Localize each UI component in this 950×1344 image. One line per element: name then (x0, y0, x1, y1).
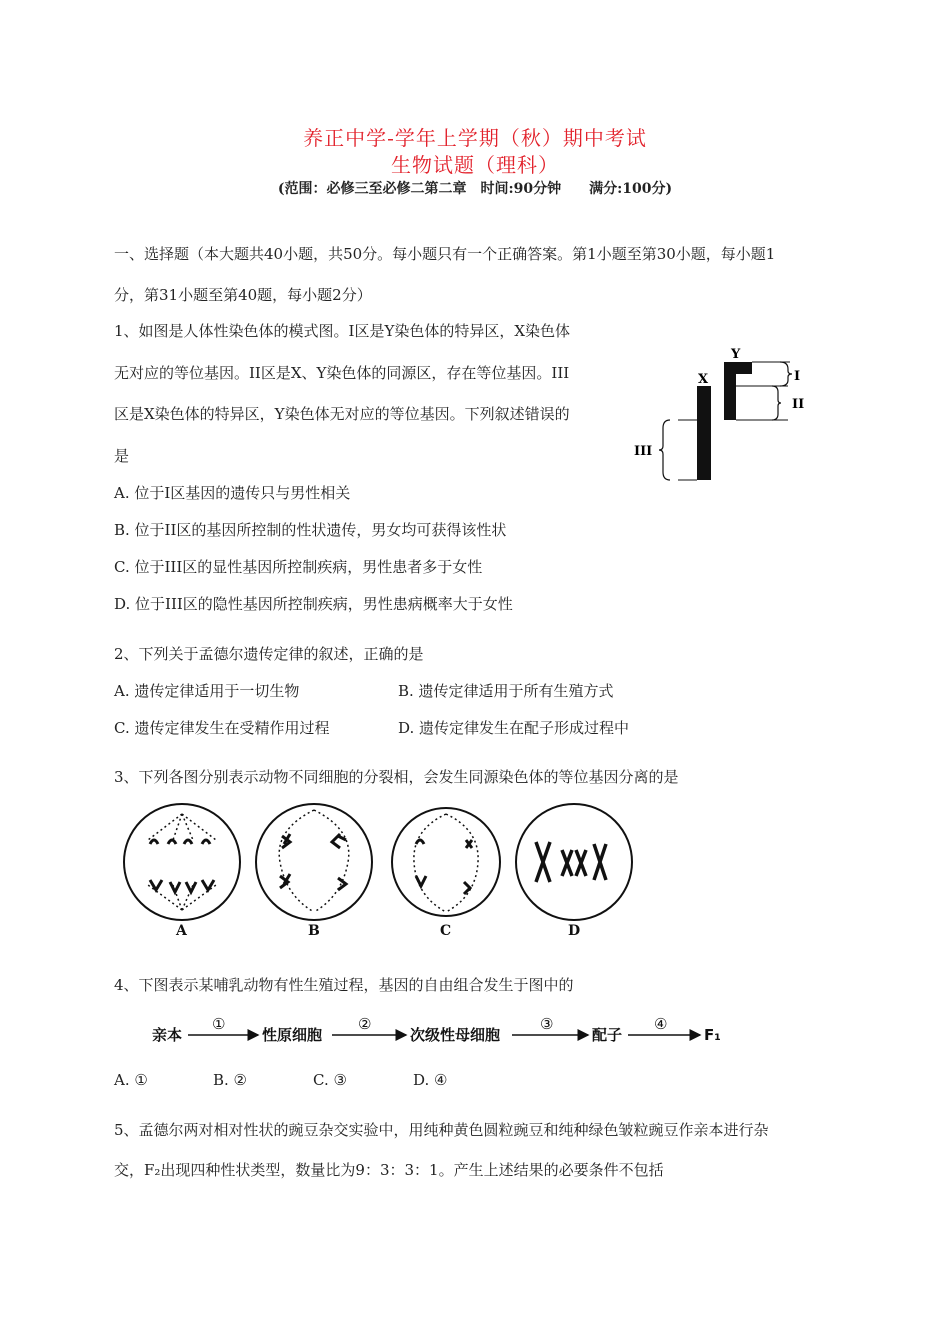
q2-stem: 2、下列关于孟德尔遗传定律的叙述，正确的是 (114, 645, 424, 663)
q4-option-d: D. ④ (413, 1071, 448, 1089)
cell-b-label: B (308, 923, 320, 939)
region-1-label: I (794, 369, 801, 384)
cell-d (516, 804, 632, 920)
q1-option-a: A. 位于I区基因的遗传只与男性相关 (114, 484, 351, 502)
q1-stem-line1: 1、如图是人体性染色体的模式图。I区是Y染色体的特异区，X染色体 (114, 322, 571, 340)
cell-d-label: D (568, 923, 581, 939)
flow-parent: 亲本 (152, 1026, 183, 1044)
flow-step-2: ② (358, 1015, 372, 1033)
q4-option-c: C. ③ (313, 1071, 347, 1089)
cell-c-label: C (440, 923, 452, 939)
region-3-label: III (634, 444, 653, 459)
flow-step-1: ① (212, 1015, 226, 1033)
cell-a (124, 804, 240, 920)
q1-option-b: B. 位于II区的基因所控制的性状遗传，男女均可获得该性状 (114, 521, 507, 539)
flow-secondary-cell: 次级性母细胞 (410, 1026, 501, 1044)
q4-option-b: B. ② (213, 1071, 248, 1089)
flow-germ-cell: 性原细胞 (262, 1026, 323, 1044)
q2-option-d: D. 遗传定律发生在配子形成过程中 (398, 719, 630, 737)
reproduction-flowchart (148, 1012, 738, 1052)
q2-option-b: B. 遗传定律适用于所有生殖方式 (398, 682, 614, 700)
region-2-label: II (792, 397, 805, 412)
q3-stem: 3、下列各图分别表示动物不同细胞的分裂相，会发生同源染色体的等位基因分离的是 (114, 768, 679, 786)
q1-option-c: C. 位于III区的显性基因所控制疾病，男性患者多于女性 (114, 558, 483, 576)
q4-option-a: A. ① (114, 1071, 148, 1089)
x-label: X (698, 372, 709, 387)
flow-gamete: 配子 (592, 1026, 623, 1044)
section-instructions-line1: 一、选择题（本大题共40小题，共50分。每小题只有一个正确答案。第1小题至第30小题，每小题1 (114, 245, 776, 263)
flow-step-4: ④ (654, 1015, 668, 1033)
cell-b (256, 804, 372, 920)
cell-a-label: A (176, 923, 187, 939)
exam-scope: (范围：必修三至必修二第二章 时间:90分钟 满分:100分) (277, 181, 673, 197)
q5-stem-line2: 交，F₂出现四种性状类型，数量比为9：3：3：1。产生上述结果的必要条件不包括 (114, 1161, 664, 1179)
sex-chromosome-diagram (630, 340, 820, 490)
q2-option-c: C. 遗传定律发生在受精作用过程 (114, 719, 330, 737)
q2-option-a: A. 遗传定律适用于一切生物 (114, 682, 300, 700)
q1-stem-line2: 无对应的等位基因。II区是X、Y染色体的同源区，存在等位基因。III (114, 364, 570, 382)
flow-f1: F₁ (704, 1026, 721, 1044)
section-instructions-line2: 分，第31小题至第40题，每小题2分） (114, 286, 372, 304)
exam-title: 养正中学-学年上学期（秋）期中考试 (303, 126, 647, 150)
exam-subtitle: 生物试题（理科） (391, 153, 559, 177)
x-chromosome (697, 386, 711, 480)
flow-step-3: ③ (540, 1015, 554, 1033)
q1-stem-line4: 是 (114, 447, 130, 465)
q1-stem-line3: 区是X染色体的特异区，Y染色体无对应的等位基因。下列叙述错误的 (114, 405, 570, 423)
q5-stem-line1: 5、孟德尔两对相对性状的豌豆杂交实验中，用纯种黄色圆粒豌豆和纯种绿色皱粒豌豆作亲本进行杂 (114, 1121, 769, 1139)
q4-stem: 4、下图表示某哺乳动物有性生殖过程，基因的自由组合发生于图中的 (114, 976, 574, 994)
cell-c (392, 808, 500, 916)
q1-option-d: D. 位于III区的隐性基因所控制疾病，男性患病概率大于女性 (114, 595, 513, 613)
cell-division-figures (118, 800, 648, 945)
y-label: Y (731, 347, 741, 362)
